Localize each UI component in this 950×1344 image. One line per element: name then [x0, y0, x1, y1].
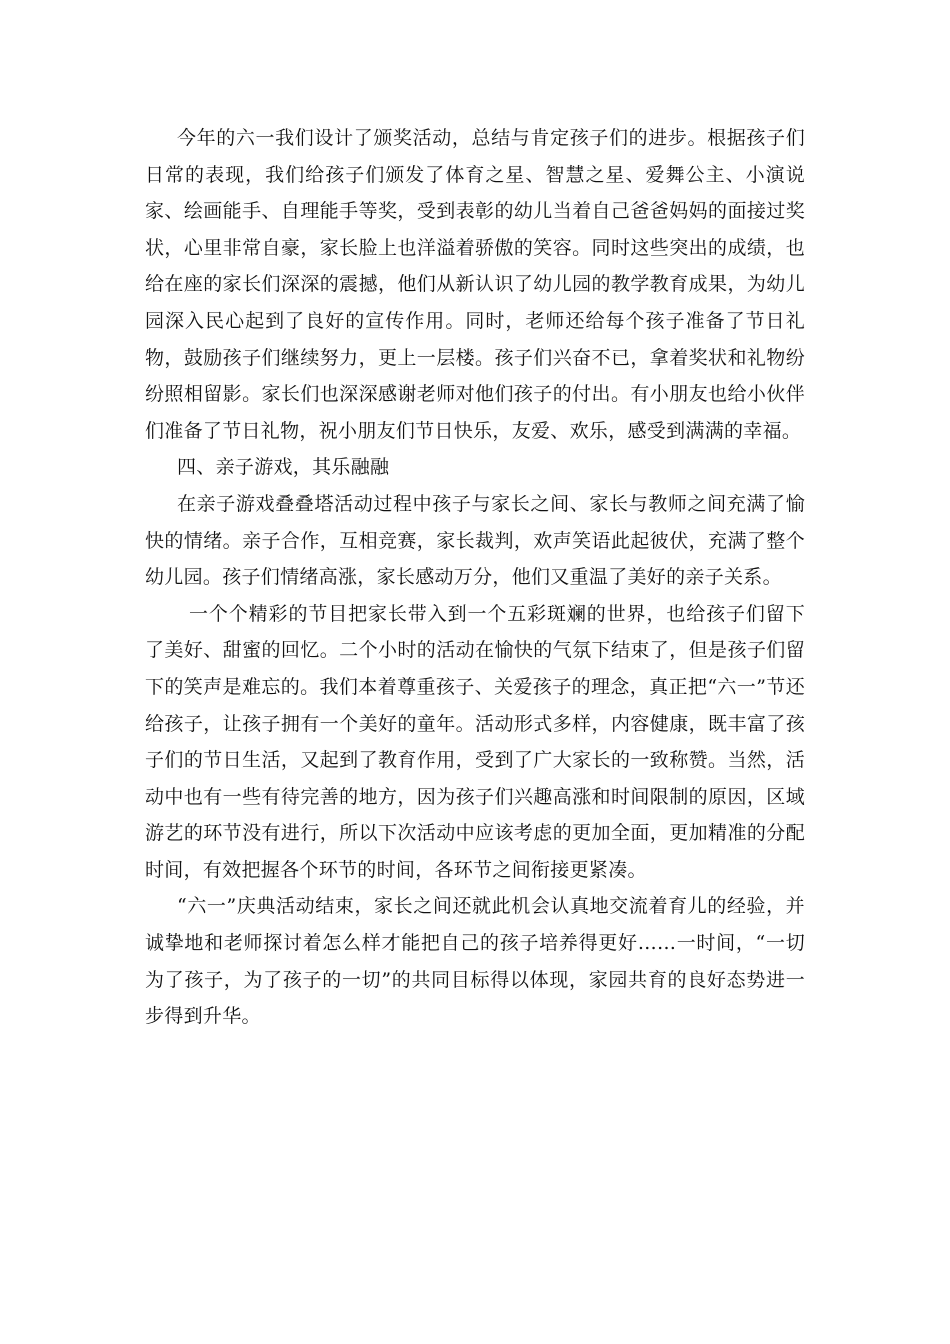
paragraph-award-activity: 今年的六一我们设计了颁奖活动，总结与肯定孩子们的进步。根据孩子们日常的表现，我们给孩子们颁发了体育之星、智慧之星、爱舞公主、小演说家、绘画能手、自理能手等奖，受到表彰的幼儿当着自己爸爸妈妈的面接过奖状，心里非常自豪，家长脸上也洋溢着骄傲的笑容。同时这些突出的成绩，也给在座的家长们深深的震撼，他们从新认识了幼儿园的教学教育成果，为幼儿园深入民心起到了良好的宣传作用。同时，老师还给每个孩子准备了节日礼物，鼓励孩子们继续努力，更上一层楼。孩子们兴奋不已，拿着奖状和礼物纷纷照相留影。家长们也深深感谢老师对他们孩子的付出。有小朋友也给小伙伴们准备了节日礼物，祝小朋友们节日快乐，友爱、欢乐，感受到满满的幸福。: [145, 127, 805, 442]
paragraph-program-summary: 一个个精彩的节目把家长带入到一个五彩斑斓的世界，也给孩子们留下了美好、甜蜜的回忆。二个小时的活动在愉快的气氛下结束了，但是孩子们留下的笑声是难忘的。我们本着尊重孩子、关爱孩子的理念，真正把“六一”节还给孩子，让孩子拥有一个美好的童年。活动形式多样，内容健康，既丰富了孩子们的节日生活，又起到了教育作用，受到了广大家长的一致称赞。当然，活动中也有一些有待完善的地方，因为孩子们兴趣高涨和时间限制的原因，区域游艺的环节没有进行，所以下次活动中应该考虑的更加全面，更加精准的分配时间，有效把握各个环节的时间，各环节之间衔接更紧凑。: [145, 602, 805, 881]
paragraph-stacking-tower-game: 在亲子游戏叠叠塔活动过程中孩子与家长之间、家长与教师之间充满了愉快的情绪。亲子合作，互相竞赛，家长裁判，欢声笑语此起彼伏，充满了整个幼儿园。孩子们情绪高涨，家长感动万分，他们又重温了美好的亲子关系。: [145, 492, 805, 589]
document-body: [145, 120, 805, 1035]
paragraph-conclusion: “六一”庆典活动结束，家长之间还就此机会认真地交流着育儿的经验，并诚挚地和老师探讨着怎么样才能把自己的孩子培养得更好……一时间，“一切为了孩子，为了孩子的一切”的共同目标得以体现，家园共育的良好态势进一步得到升华。: [145, 895, 805, 1028]
section-heading-parent-child-games: 四、亲子游戏，其乐融融: [177, 456, 390, 479]
